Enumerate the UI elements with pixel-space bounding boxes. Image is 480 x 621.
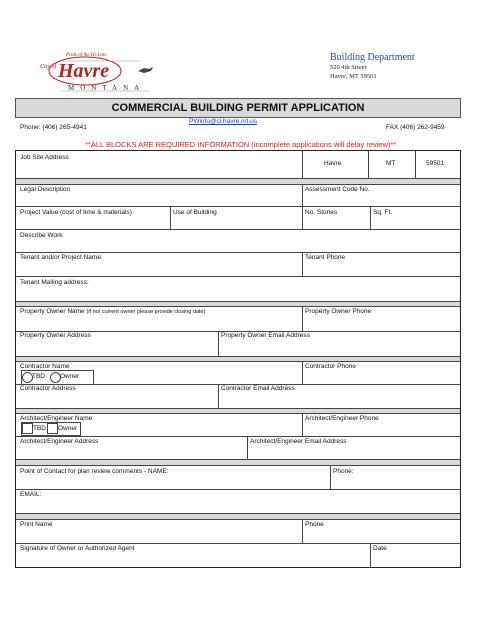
contractor-owner-label: Owner — [60, 373, 80, 380]
logo-state: MONTANA — [68, 84, 146, 92]
poc-name-field[interactable]: Point of Contact for plan review comments - NAME: — [20, 468, 169, 475]
dept-fax: FAX (406) 262-9459 — [386, 124, 445, 131]
department-address — [330, 63, 377, 81]
form-title: COMMERCIAL BUILDING PERMIT APPLICATION — [15, 98, 461, 118]
owner-name-label: Property Owner Name — [20, 308, 85, 315]
logo-tagline: Pride of the Hi-Line — [66, 53, 107, 58]
no-stories-field[interactable]: No. Stories — [305, 209, 338, 216]
describe-work-field[interactable]: Describe Work — [20, 232, 63, 239]
architect-address-field[interactable]: Architect/Engineer Address — [20, 438, 99, 445]
required-notice: **ALL BLOCKS ARE REQUIRED INFORMATION (incomplete applications will delay review)** — [85, 140, 397, 149]
assessment-code-field[interactable]: Assessment Code No. — [305, 186, 370, 193]
contractor-phone-field[interactable]: Contractor Phone — [305, 363, 356, 370]
architect-tbd-checkbox[interactable] — [22, 423, 33, 434]
architect-name-field[interactable]: Architect/Engineer Name — [20, 415, 93, 422]
owner-name-note: (if not current owner please provide closing date) — [86, 309, 206, 315]
department-name: Building Department — [330, 52, 415, 63]
state-field[interactable]: MT — [386, 160, 396, 167]
use-of-building-field[interactable]: Use of Building — [173, 209, 217, 216]
dept-email-link[interactable]: PWinfo@ci.havre.mt.us — [189, 118, 258, 125]
signature-field[interactable]: Signature of Owner or Authorized Agent — [20, 545, 135, 552]
legal-description-field[interactable]: Legal Description — [20, 186, 71, 193]
owner-phone-field[interactable]: Property Owner Phone — [305, 308, 372, 315]
architect-tbd-label: TBD — [33, 425, 46, 432]
permit-form — [15, 150, 461, 568]
contractor-name-field[interactable]: Contractor Name — [20, 363, 70, 370]
tenant-project-field[interactable]: Tenant and/or Project Name: — [20, 254, 103, 261]
tenant-phone-field[interactable]: Tenant Phone — [305, 254, 346, 261]
project-value-field[interactable]: Project Value (cost of time & materials) — [20, 209, 132, 216]
contractor-email-field[interactable]: Contractor Email Address — [221, 385, 295, 392]
print-phone-field[interactable]: Phone — [305, 521, 324, 528]
architect-owner-label: Owner — [58, 425, 78, 432]
print-name-field[interactable]: Print Name — [20, 521, 53, 528]
job-site-address-field[interactable]: Job Site Address — [20, 154, 69, 161]
dept-phone: Phone: (406) 265-4941 — [20, 124, 87, 131]
owner-email-field[interactable]: Property Owner Email Address — [221, 332, 310, 339]
poc-email-field[interactable]: EMAIL: — [20, 491, 42, 498]
poc-phone-field[interactable]: Phone: — [333, 468, 354, 475]
date-field[interactable]: Date — [373, 545, 387, 552]
logo-name: Havre — [58, 60, 110, 82]
city-field[interactable]: Havre — [324, 160, 342, 167]
address-line1: 520 4th Street — [330, 64, 367, 71]
architect-email-field[interactable]: Architect/Engineer Email Address — [250, 438, 347, 445]
architect-owner-checkbox[interactable] — [47, 423, 58, 434]
address-line2: Havre, MT 59501 — [330, 73, 377, 80]
architect-phone-field[interactable]: Architect/Engineer Phone — [305, 415, 379, 422]
owner-name-field[interactable] — [20, 308, 205, 315]
sq-ft-field[interactable]: Sq. Ft. — [373, 209, 393, 216]
owner-address-field[interactable]: Property Owner Address — [20, 332, 91, 339]
zip-field[interactable]: 59501 — [426, 160, 445, 167]
contractor-tbd-label: TBD — [32, 373, 45, 380]
logo-city: City of — [40, 64, 57, 70]
contractor-address-field[interactable]: Contractor Address — [20, 385, 76, 392]
tenant-mailing-field[interactable]: Tenant Mailing address: — [20, 279, 89, 286]
